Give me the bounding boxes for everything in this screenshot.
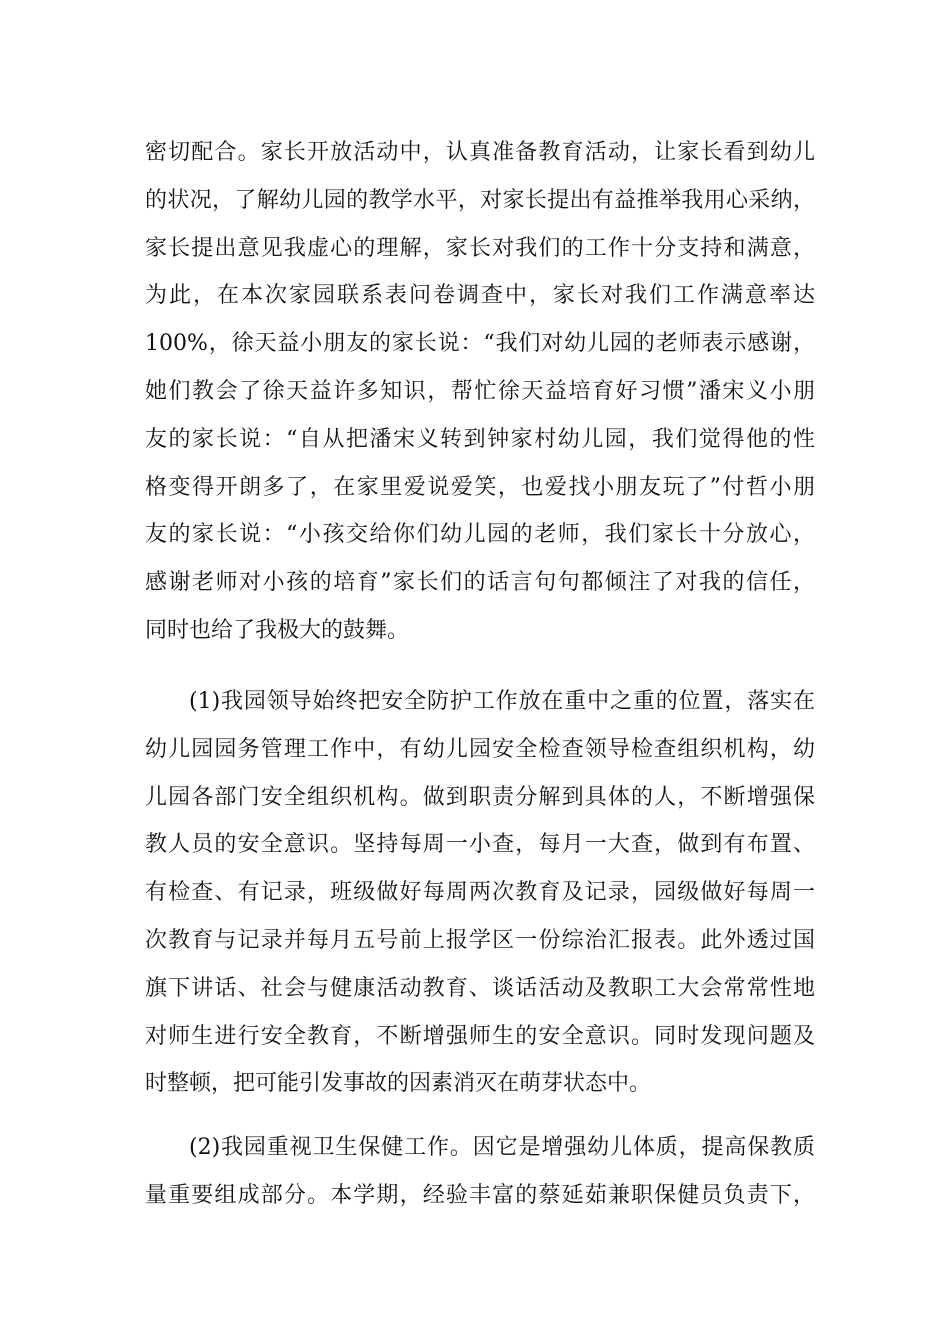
text-line: (2)我园重视卫生保健工作。因它是增强幼儿体质，提高保教质 bbox=[189, 1135, 815, 1160]
text-line: 次教育与记录并每月五号前上报学区一份综治汇报表。此外透过国 bbox=[145, 927, 815, 953]
text-line: 格变得开朗多了，在家里爱说爱笑，也爱找小朋友玩了”付哲小朋 bbox=[145, 474, 815, 500]
text-line: (1)我园领导始终把安全防护工作放在重中之重的位置，落实在 bbox=[189, 689, 815, 714]
text-line: 100%，徐天益小朋友的家长说：“我们对幼儿园的老师表示感谢， bbox=[145, 331, 815, 357]
paragraph-parent-feedback bbox=[145, 129, 815, 655]
text-line: 感谢老师对小孩的培育”家长们的话言句句都倾注了对我的信任， bbox=[145, 570, 815, 596]
text-line: 的状况，了解幼儿园的教学水平，对家长提出有益推举我用心采纳， bbox=[145, 187, 815, 213]
text-line: 同时也给了我极大的鼓舞。 bbox=[145, 617, 410, 643]
text-line: 为此，在本次家园联系表问卷调查中，家长对我们工作满意率达 bbox=[145, 283, 815, 309]
text-line: 旗下讲话、社会与健康活动教育、谈话活动及教职工大会常常性地 bbox=[145, 975, 815, 1001]
text-line: 有检查、有记录，班级做好每周两次教育及记录，园级做好每周一 bbox=[145, 880, 815, 906]
text-line: 她们教会了徐天益许多知识，帮忙徐天益培育好习惯”潘宋义小朋 bbox=[145, 378, 815, 404]
text-line: 友的家长说：“小孩交给你们幼儿园的老师，我们家长十分放心， bbox=[145, 522, 815, 548]
text-line: 密切配合。家长开放活动中，认真准备教育活动，让家长看到幼儿 bbox=[145, 140, 815, 165]
text-line: 对师生进行安全教育，不断增强师生的安全意识。同时发现问题及 bbox=[145, 1023, 815, 1049]
text-line: 友的家长说：“自从把潘宋义转到钟家村幼儿园，我们觉得他的性 bbox=[145, 426, 815, 452]
text-line: 量重要组成部分。本学期，经验丰富的蔡延茹兼职保健员负责下， bbox=[145, 1182, 815, 1208]
text-line: 幼儿园园务管理工作中，有幼儿园安全检查领导检查组织机构，幼 bbox=[145, 736, 815, 762]
paragraph-safety bbox=[145, 678, 815, 1108]
text-line: 家长提出意见我虚心的理解，家长对我们的工作十分支持和满意， bbox=[145, 235, 815, 261]
paragraph-health-care bbox=[145, 1124, 815, 1220]
text-line: 教人员的安全意识。坚持每周一小查，每月一大查，做到有布置、 bbox=[145, 832, 815, 858]
text-line: 时整顿，把可能引发事故的因素消灭在萌芽状态中。 bbox=[145, 1071, 652, 1097]
text-line: 儿园各部门安全组织机构。做到职责分解到具体的人，不断增强保 bbox=[145, 784, 815, 810]
